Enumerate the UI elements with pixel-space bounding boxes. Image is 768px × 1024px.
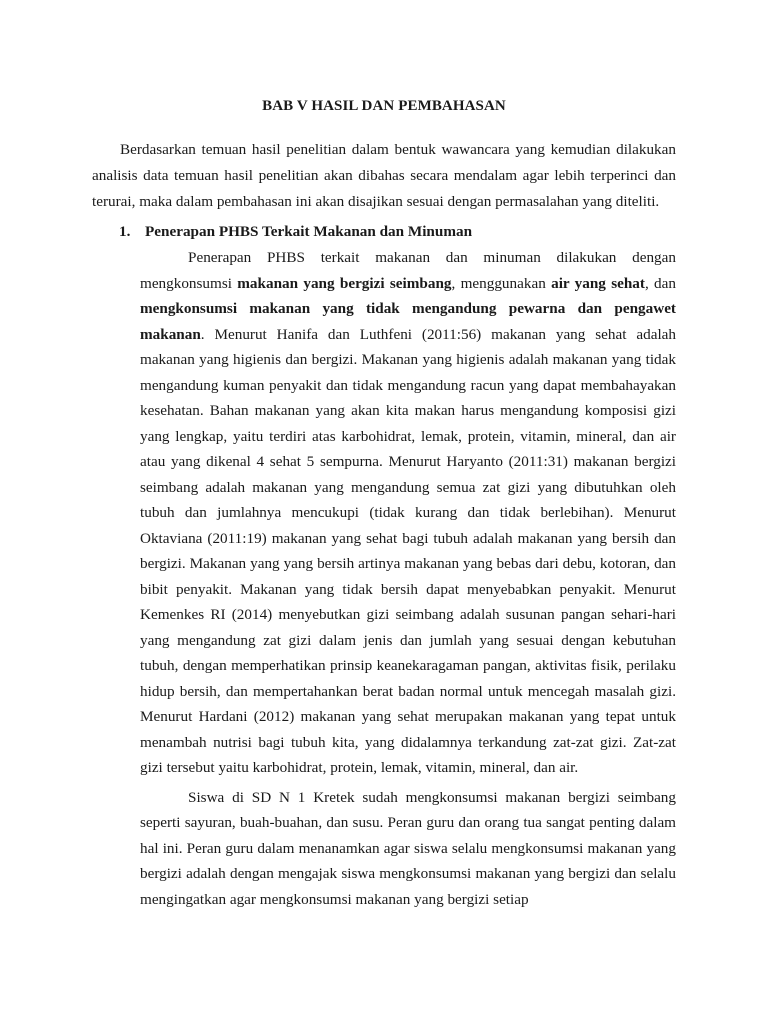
para1-bold-1: makanan yang bergizi seimbang [237,274,452,292]
para1-text-2: , menggunakan [451,274,552,292]
para1-text-4: . Menurut Hanifa dan Luthfeni (2011:56) makanan yang sehat adalah makanan yang higienis dan bergizi. Makanan yang higienis adalah makanan yang tidak mengandung kuman penyakit dan tidak mengandung racun yang dapat membahayakan kesehatan. Bahan makanan yang akan kita makan harus mengandung komposisi gizi yang lengkap, yaitu terdiri atas karbohidrat, lemak, protein, vitamin, mineral, dan air atau yang dikenal 4 sehat 5 sempurna. Menurut Haryanto (2011:31) makanan bergizi seimbang adalah makanan yang mengandung semua zat gizi yang dibutuhkan oleh tubuh dan jumlahnya mencukupi (tidak kurang dan tidak berlebihan). Menurut Oktaviana (2011:19) makanan yang sehat bagi tubuh adalah makanan yang bersih dan bergizi. Makanan yang yang bersih artinya makanan yang bebas dari debu, kotoran, dan bibit penyakit. Makanan yang tidak bersih dapat menyebabkan penyakit. Menurut Kemenkes RI (2014) menyebutkan gizi seimbang adalah susunan pangan sehari-hari yang mengandung zat gizi dalam jenis dan jumlah yang sesuai dengan kebutuhan tubuh, dengan memperhatikan prinsip keanekaragaman pangan, aktivitas fisik, perilaku hidup bersih, dan mempertahankan berat badan normal untuk mencegah masalah gizi. Menurut Hardani (2012) makanan yang sehat merupakan makanan yang tepat untuk menambah nutrisi bagi tubuh kita, yang didalamnya terkandung zat-zat gizi. Zat-zat gizi tersebut yaitu karbohidrat, protein, lemak, vitamin, mineral, dan air. [140,325,676,776]
intro-paragraph: Berdasarkan temuan hasil penelitian dalam bentuk wawancara yang kemudian dilakukan analisis data temuan hasil penelitian akan dibahas secara mendalam agar lebih terperinci dan terurai, maka dalam pembahasan ini akan disajikan sesuai dengan permasalahan yang diteliti. [92,141,676,210]
body-paragraph-2: Siswa di SD N 1 Kretek sudah mengkonsumsi makanan bergizi seimbang seperti sayuran, buah-buahan, dan susu. Peran guru dan orang tua sangat penting dalam hal ini. Peran guru dalam menanamkan agar siswa selalu mengkonsumsi makanan yang bergizi adalah dengan mengajak siswa mengkonsumsi makanan yang bergizi dan selalu mengingatkan agar mengkonsumsi makanan yang bergizi setiap [140,788,676,908]
section-number: 1. [119,223,131,240]
section-title: Penerapan PHBS Terkait Makanan dan Minuman [145,223,473,240]
para1-bold-2: air yang sehat [551,274,645,292]
section-body [140,245,676,912]
section-heading [92,219,676,245]
para1-bold-3: mengkonsumsi makanan yang tidak mengandung pewarna dan pengawet makanan [140,300,676,343]
body-paragraph-1 [140,245,676,781]
para1-text-1: Penerapan PHBS terkait makanan dan minuman dilakukan dengan mengkonsumsi [140,249,676,292]
chapter-title: BAB V HASIL DAN PEMBAHASAN [262,98,506,114]
para1-text-3: , dan [644,274,676,292]
